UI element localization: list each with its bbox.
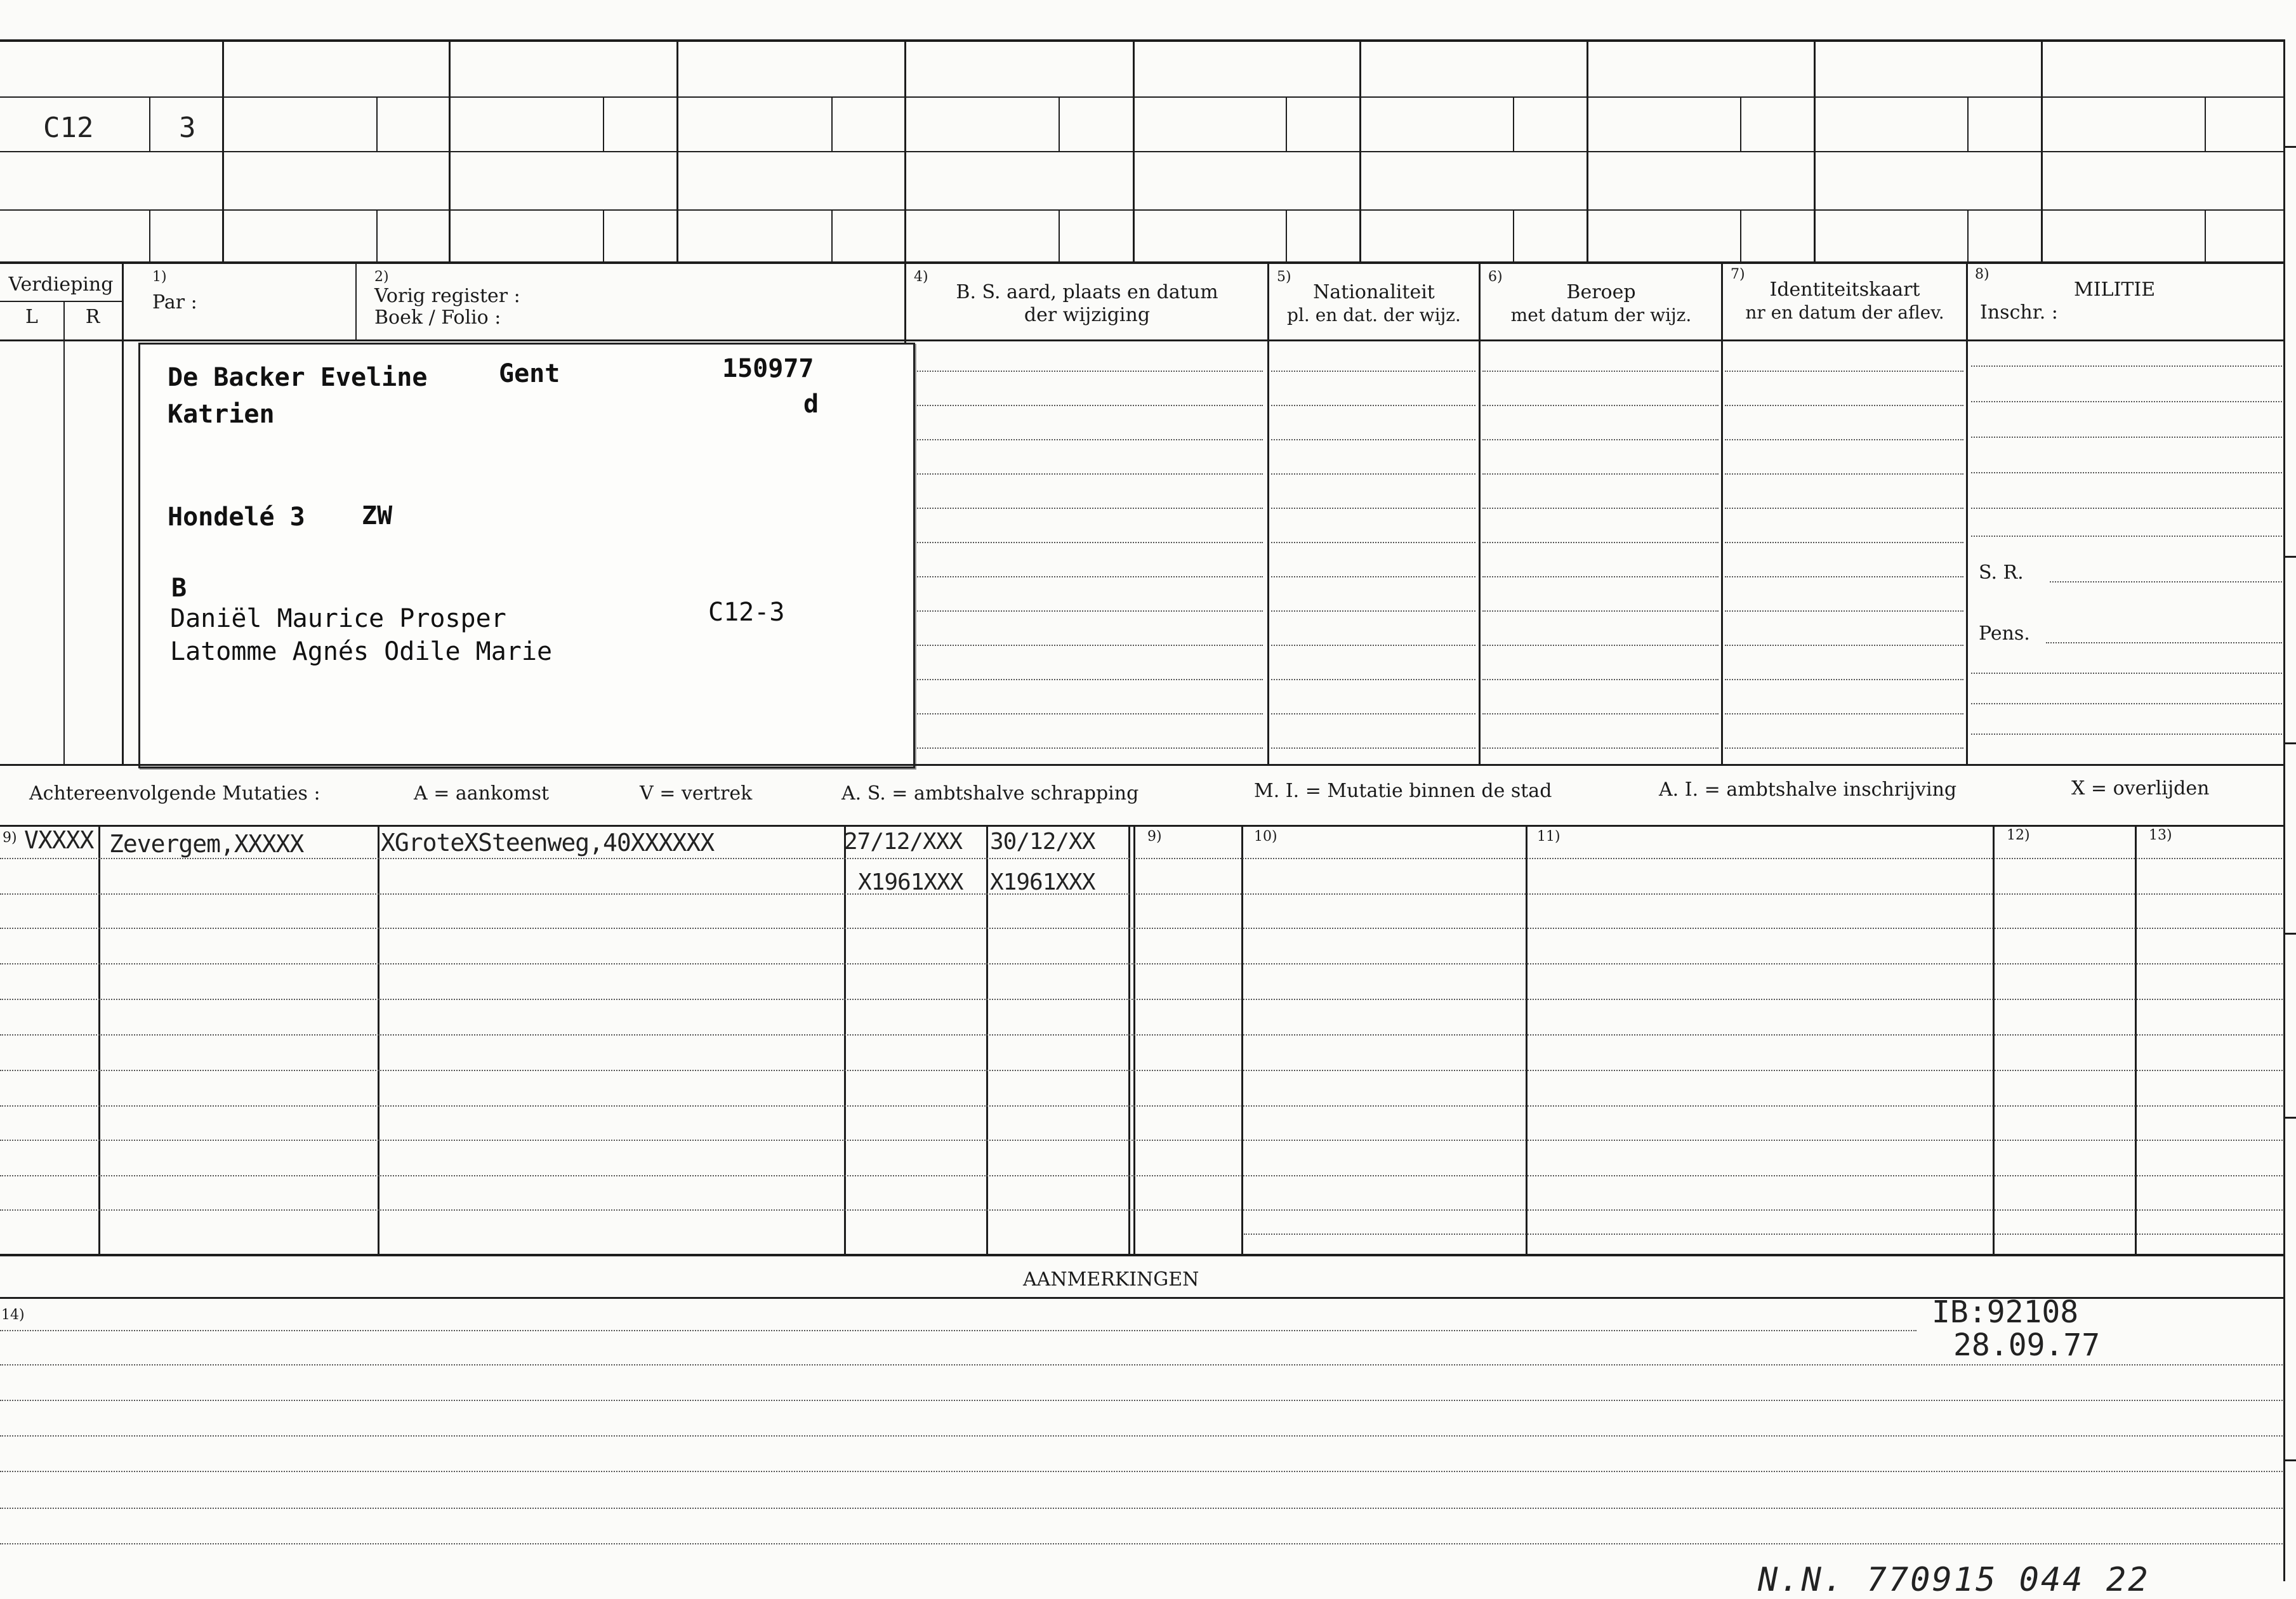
section-code: C12 [43,112,94,144]
footnote-12: 12) [2007,827,2030,843]
footnote-4: 4) [914,269,928,285]
header-bottom [0,339,2285,341]
person-address: Hondelé 3 [168,503,305,532]
person-birthdate: 150977 [722,354,814,383]
person-second-name: Katrien [168,400,275,429]
legend-vertrek: V = vertrek [640,782,753,805]
remarks-ib: IB:92108 [1932,1294,2079,1330]
mutations-title: Achtereenvolgende Mutaties : [29,782,320,805]
mutations-top [0,825,2285,827]
mutation-type: VXXXX [24,826,94,854]
sr-label: S. R. [1979,562,2024,584]
person-mother: Latomme Agnés Odile Marie [170,637,553,666]
inschr-label: Inschr. : [1980,301,2058,324]
top-grid-line [0,96,2285,98]
person-birthplace: Gent [499,359,560,388]
footnote-8: 8) [1975,266,1989,282]
legend-aankomst: A = aankomst [414,782,550,805]
top-border [0,39,2285,42]
mutation-date-2: 30/12/XX [990,829,1095,855]
footnote-11: 11) [1537,829,1560,845]
mutations-bottom [0,1254,2285,1256]
legend-ambtshalve-inschrijving: A. I. = ambtshalve inschrijving [1659,779,1957,801]
bs-label-line2: der wijziging [1024,304,1151,326]
top-grid-line [0,151,2285,152]
beroep-line1: Beroep [1566,281,1636,303]
footnote-5: 5) [1277,269,1291,285]
vorig-register-label: Vorig register : [374,285,520,307]
legend-overlijden: X = overlijden [2071,777,2210,800]
bs-label-line1: B. S. aard, plaats en datum [956,281,1218,303]
legend-mutatie-binnen-stad: M. I. = Mutatie binnen de stad [1254,780,1552,802]
legend-ambtshalve-schrapping: A. S. = ambtshalve schrapping [841,782,1139,805]
person-gender: d [803,390,819,419]
nationaliteit-line2: pl. en dat. der wijz. [1287,305,1461,326]
verdieping-label: Verdieping [8,273,114,296]
person-name: De Backer Eveline [168,363,428,392]
nationaliteit-line1: Nationaliteit [1313,281,1435,303]
footnote-9: 9) [3,830,17,846]
mutation-year-1: X1961XXX [858,869,963,895]
remarks-title: AANMERKINGEN [1023,1268,1199,1291]
person-reference: C12-3 [708,598,785,627]
beroep-line2: met datum der wijz. [1510,305,1692,326]
legend-top [0,764,2285,766]
footnote-13: 13) [2149,827,2172,843]
person-district: ZW [362,501,393,530]
col-r-label: R [85,306,100,328]
section-number: 3 [179,112,196,144]
mutation-street: XGroteXSteenweg,40XXXXXX [381,829,715,857]
mutation-city: Zevergem,XXXXX [109,830,304,858]
top-grid-line [0,209,2285,211]
boek-folio-label: Boek / Folio : [374,306,501,329]
footnote-6: 6) [1488,269,1503,285]
mutation-date-1: 27/12/XXX [844,829,963,855]
national-number: N.N. 770915 044 22 [1758,1561,2150,1599]
person-status: B [171,574,187,603]
footnote-14: 14) [1,1307,25,1323]
footnote-2: 2) [374,269,389,285]
footnote-9b: 9) [1147,829,1162,845]
militie-label: MILITIE [2074,279,2156,301]
mutation-year-2: X1961XXX [990,869,1095,895]
identiteitskaart-line2: nr en datum der aflev. [1745,302,1944,323]
person-father: Daniël Maurice Prosper [170,604,506,633]
footnote-7: 7) [1731,266,1745,282]
col-l-label: L [25,306,38,328]
par-label: Par : [152,291,197,313]
identiteitskaart-line1: Identiteitskaart [1769,279,1920,301]
top-grid-bottom [0,261,2285,264]
remarks-date: 28.09.77 [1953,1327,2101,1363]
footnote-1: 1) [152,269,167,285]
footnote-10: 10) [1254,829,1277,845]
pens-label: Pens. [1979,622,2030,645]
